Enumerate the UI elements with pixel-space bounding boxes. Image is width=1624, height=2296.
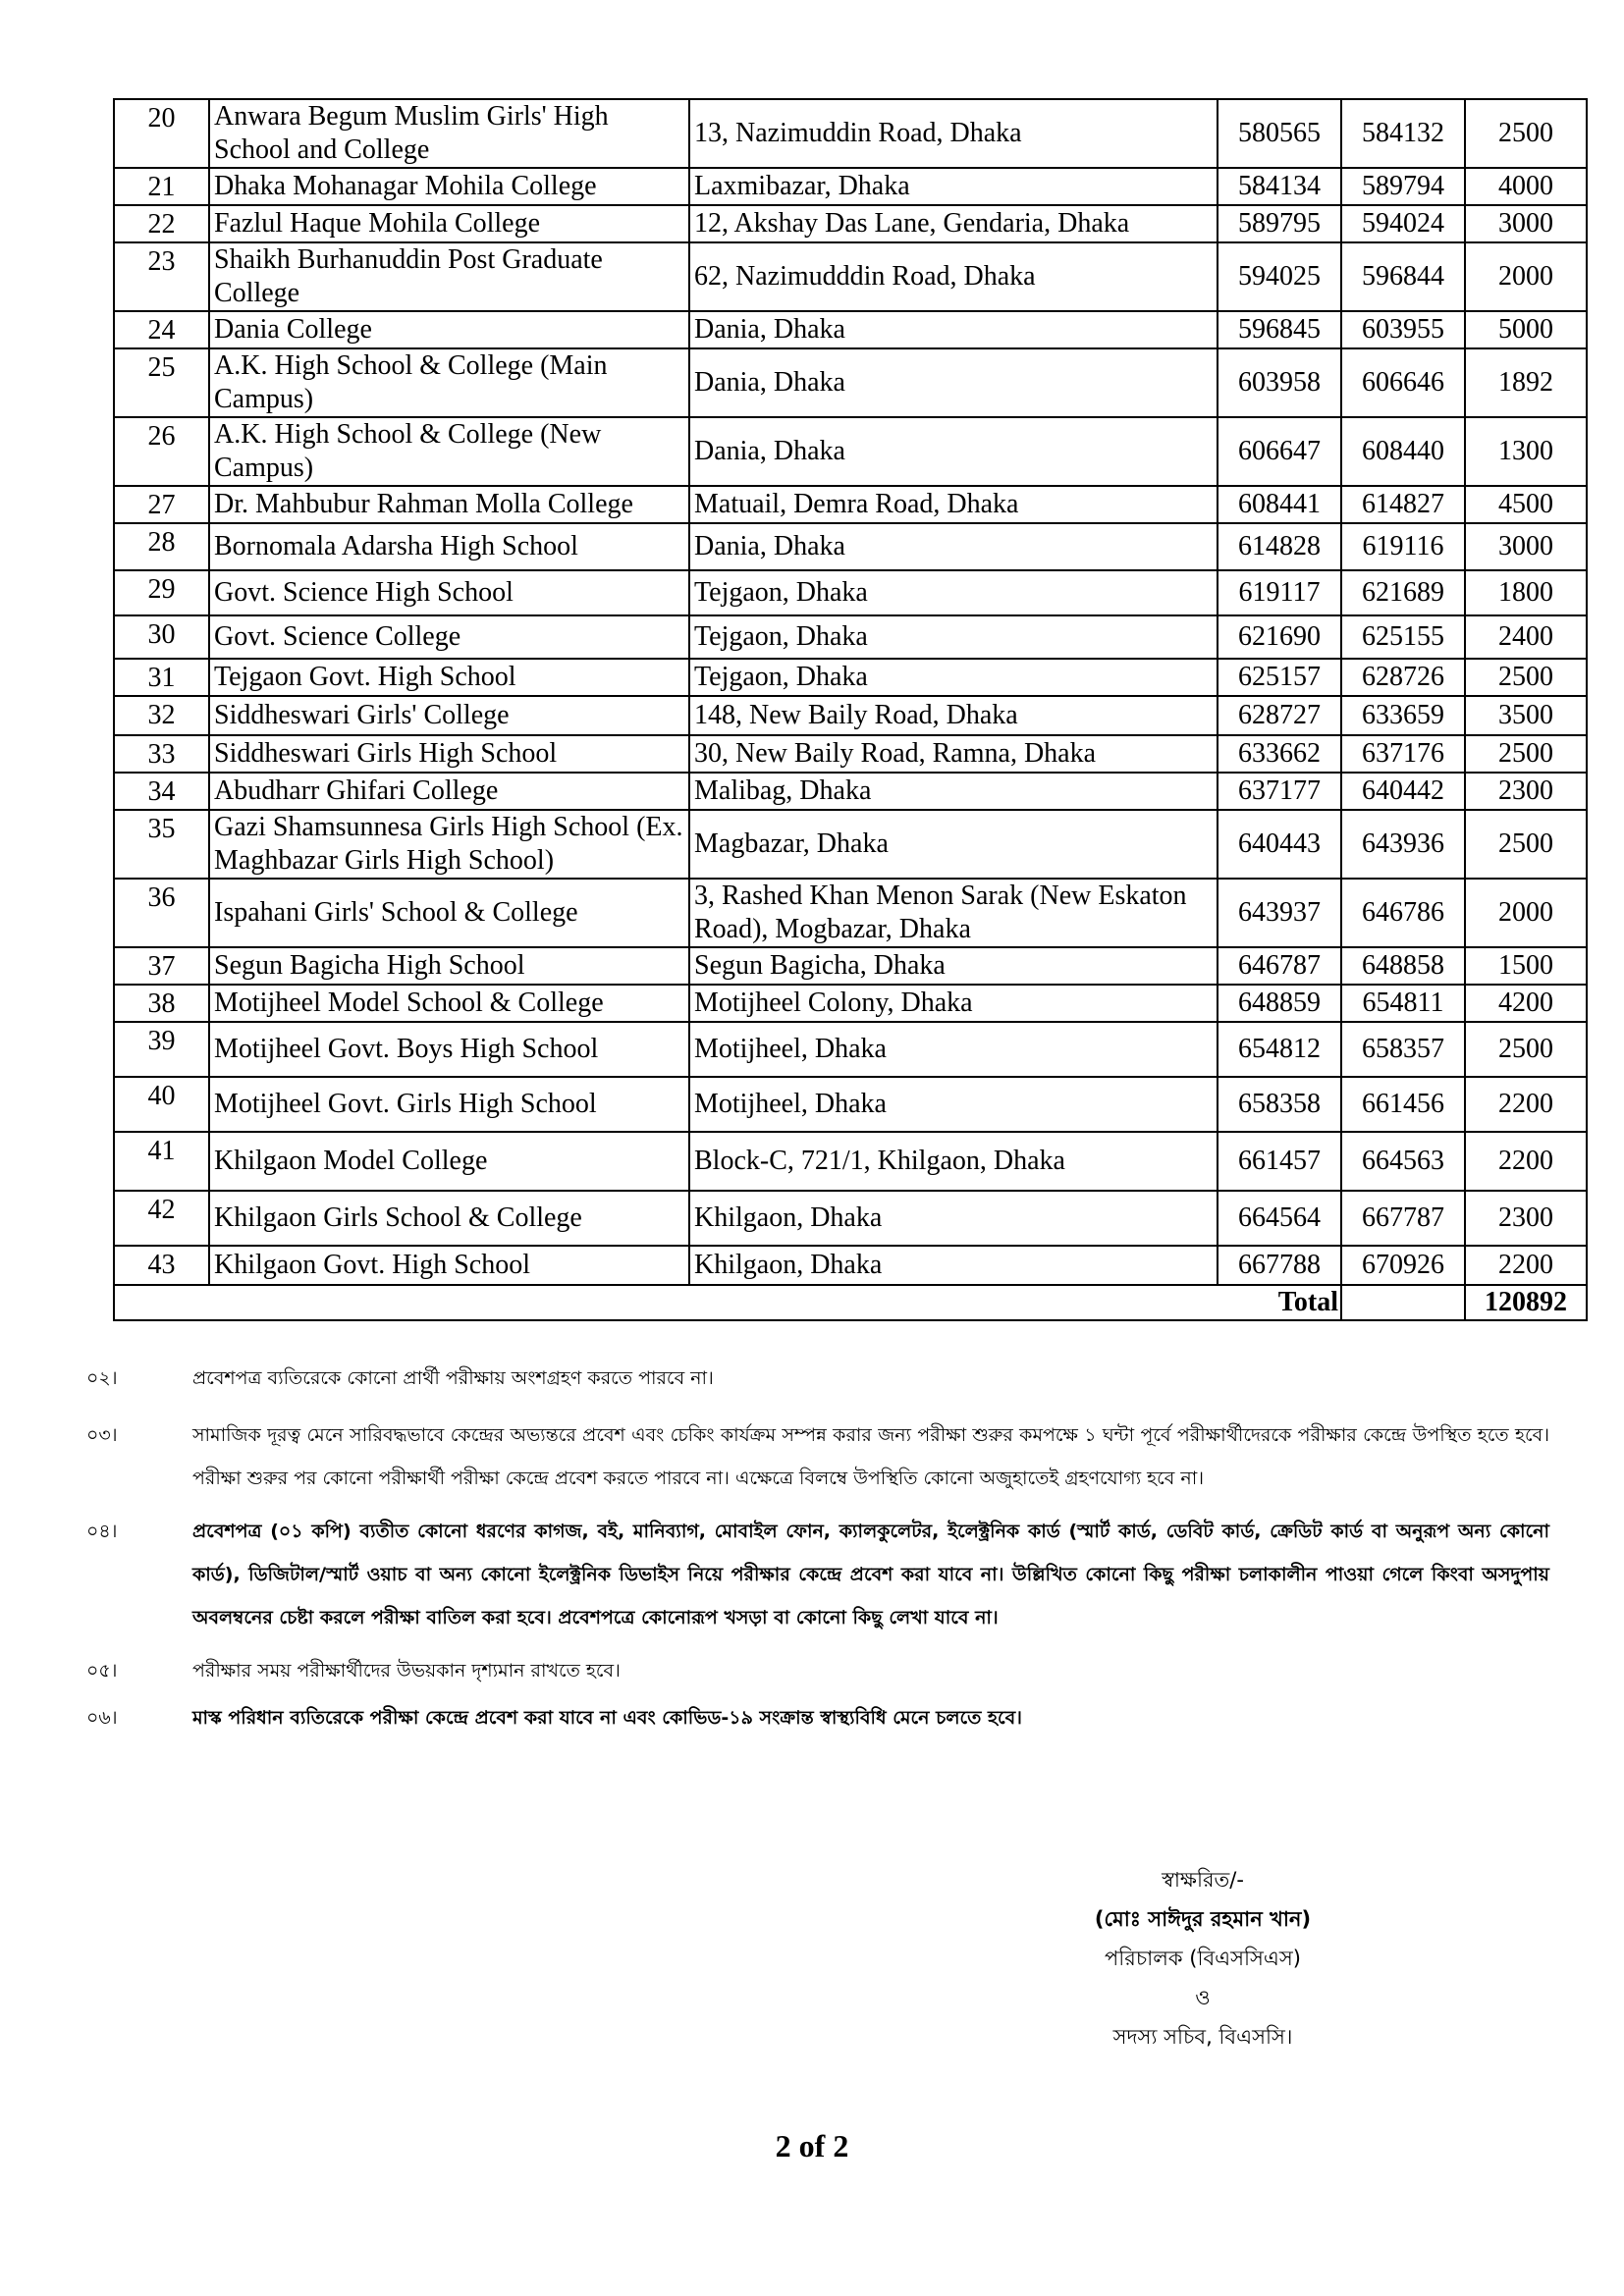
serial-cell: 21 <box>114 168 209 205</box>
total-empty-cell <box>1341 1285 1465 1320</box>
designation-member-secretary: সদস্য সচিব, বিএসসি। <box>1112 2025 1293 2049</box>
instruction-number: ০৩। <box>86 1424 118 1446</box>
center-name-cell: Motijheel Govt. Boys High School <box>209 1022 689 1077</box>
center-name-cell: Govt. Science College <box>209 615 689 659</box>
candidate-total-cell: 2500 <box>1465 810 1587 879</box>
center-name-cell: Ispahani Girls' School & College <box>209 879 689 947</box>
roll-from-cell: 603958 <box>1218 348 1341 417</box>
center-address-cell: Khilgaon, Dhaka <box>689 1246 1218 1285</box>
center-address-cell: Dania, Dhaka <box>689 523 1218 570</box>
roll-from-cell: 594025 <box>1218 242 1341 311</box>
table-row <box>114 735 1587 773</box>
grand-total: 120892 <box>1465 1285 1587 1320</box>
candidate-total-cell: 3500 <box>1465 696 1587 735</box>
serial-cell: 22 <box>114 205 209 242</box>
center-name-cell: Govt. Science High School <box>209 570 689 615</box>
instruction-text: মাস্ক পরিধান ব্যতিরেকে পরীক্ষা কেন্দ্রে প্রবেশ করা যাবে না এবং কোভিড-১৯ সংক্রান্ত স্বাস্থ্যবিধি মেনে চলতে হবে। <box>192 1707 1022 1729</box>
center-name-cell: Motijheel Govt. Girls High School <box>209 1077 689 1132</box>
center-name-cell: Gazi Shamsunnesa Girls High School (Ex. Maghbazar Girls High School) <box>209 810 689 879</box>
candidate-total-cell: 4200 <box>1465 985 1587 1022</box>
roll-to-cell: 661456 <box>1341 1077 1465 1132</box>
roll-from-cell: 614828 <box>1218 523 1341 570</box>
roll-from-cell: 643937 <box>1218 879 1341 947</box>
roll-from-cell: 621690 <box>1218 615 1341 659</box>
table-row <box>114 773 1587 810</box>
center-name-cell: Anwara Begum Muslim Girls' High School and College <box>209 99 689 168</box>
serial-cell: 28 <box>114 523 209 570</box>
candidate-total-cell: 5000 <box>1465 311 1587 348</box>
roll-to-cell: 654811 <box>1341 985 1465 1022</box>
roll-to-cell: 646786 <box>1341 879 1465 947</box>
roll-to-cell: 614827 <box>1341 486 1465 523</box>
roll-from-cell: 646787 <box>1218 947 1341 985</box>
roll-to-cell: 640442 <box>1341 773 1465 810</box>
center-address-cell: 13, Nazimuddin Road, Dhaka <box>689 99 1218 168</box>
table-row <box>114 242 1587 311</box>
table-row <box>114 168 1587 205</box>
candidate-total-cell: 2200 <box>1465 1246 1587 1285</box>
candidate-total-cell: 2400 <box>1465 615 1587 659</box>
serial-cell: 27 <box>114 486 209 523</box>
table-row <box>114 311 1587 348</box>
candidate-total-cell: 2000 <box>1465 879 1587 947</box>
center-address-cell: 12, Akshay Das Lane, Gendaria, Dhaka <box>689 205 1218 242</box>
serial-cell: 32 <box>114 696 209 735</box>
instruction-number: ০৫। <box>86 1660 118 1682</box>
total-label: Total <box>114 1285 1341 1320</box>
roll-from-cell: 619117 <box>1218 570 1341 615</box>
table-row <box>114 879 1587 947</box>
center-address-cell: 30, New Baily Road, Ramna, Dhaka <box>689 735 1218 773</box>
serial-cell: 30 <box>114 615 209 659</box>
candidate-total-cell: 1892 <box>1465 348 1587 417</box>
instructions-list <box>86 1357 1549 1739</box>
candidate-total-cell: 2500 <box>1465 735 1587 773</box>
center-address-cell: Dania, Dhaka <box>689 417 1218 486</box>
center-address-cell: Tejgaon, Dhaka <box>689 570 1218 615</box>
serial-cell: 36 <box>114 879 209 947</box>
signed-text: স্বাক্ষরিত/- <box>1162 1868 1244 1892</box>
table-row <box>114 985 1587 1022</box>
roll-from-cell: 584134 <box>1218 168 1341 205</box>
center-name-cell: Bornomala Adarsha High School <box>209 523 689 570</box>
candidate-total-cell: 2200 <box>1465 1077 1587 1132</box>
roll-to-cell: 608440 <box>1341 417 1465 486</box>
table-row <box>114 696 1587 735</box>
roll-from-cell: 661457 <box>1218 1132 1341 1191</box>
candidate-total-cell: 3000 <box>1465 205 1587 242</box>
table-row <box>114 1077 1587 1132</box>
center-address-cell: Motijheel Colony, Dhaka <box>689 985 1218 1022</box>
center-address-cell: Segun Bagicha, Dhaka <box>689 947 1218 985</box>
table-row <box>114 570 1587 615</box>
roll-to-cell: 589794 <box>1341 168 1465 205</box>
center-name-cell: Abudharr Ghifari College <box>209 773 689 810</box>
conjunction-text: ও <box>1195 1986 1211 2009</box>
center-name-cell: Segun Bagicha High School <box>209 947 689 985</box>
table-row <box>114 486 1587 523</box>
table-row <box>114 615 1587 659</box>
candidate-total-cell: 1300 <box>1465 417 1587 486</box>
serial-cell: 38 <box>114 985 209 1022</box>
candidate-total-cell: 2000 <box>1465 242 1587 311</box>
roll-from-cell: 664564 <box>1218 1191 1341 1246</box>
roll-to-cell: 633659 <box>1341 696 1465 735</box>
exam-centers-table <box>113 98 1588 1321</box>
roll-to-cell: 658357 <box>1341 1022 1465 1077</box>
candidate-total-cell: 4000 <box>1465 168 1587 205</box>
serial-cell: 33 <box>114 735 209 773</box>
roll-to-cell: 625155 <box>1341 615 1465 659</box>
roll-to-cell: 619116 <box>1341 523 1465 570</box>
roll-to-cell: 643936 <box>1341 810 1465 879</box>
roll-to-cell: 664563 <box>1341 1132 1465 1191</box>
roll-to-cell: 603955 <box>1341 311 1465 348</box>
serial-cell: 34 <box>114 773 209 810</box>
roll-from-cell: 654812 <box>1218 1022 1341 1077</box>
center-address-cell: Motijheel, Dhaka <box>689 1022 1218 1077</box>
designation-director: পরিচালক (বিএসসিএস) <box>1105 1947 1301 1970</box>
center-address-cell: Malibag, Dhaka <box>689 773 1218 810</box>
roll-from-cell: 625157 <box>1218 659 1341 696</box>
serial-cell: 37 <box>114 947 209 985</box>
roll-from-cell: 606647 <box>1218 417 1341 486</box>
center-name-cell: Siddheswari Girls High School <box>209 735 689 773</box>
center-address-cell: Laxmibazar, Dhaka <box>689 168 1218 205</box>
table-row <box>114 947 1587 985</box>
center-name-cell: A.K. High School & College (Main Campus) <box>209 348 689 417</box>
instruction-text: প্রবেশপত্র (০১ কপি) ব্যতীত কোনো ধরণের কাগজ, বই, মানিব্যাগ, মোবাইল ফোন, ক্যালকুলেটর, ইলেক্ট্রনিক কার্ড (স্মার্ট কার্ড, ডেবিট কার্ড, ক্রেডিট কার্ড বা অনুরূপ অন্য কোনো কার্ড), ডিজিটাল/স্মার্ট ওয়াচ বা অন্য কোনো ইলেক্ট্রনিক ডিভাইস নিয়ে পরীক্ষার কেন্দ্রে প্রবেশ করা যাবে না। উল্লিখিত কোনো কিছু পরীক্ষা চলাকালীন পাওয়া গেলে কিংবা অসদুপায় অবলম্বনের চেষ্টা করলে পরীক্ষা বাতিল করা হবে। প্রবেশপত্রে কোনোরূপ খসড়া বা কোনো কিছু লেখা যাবে না। <box>192 1521 1549 1629</box>
roll-to-cell: 594024 <box>1341 205 1465 242</box>
roll-from-cell: 637177 <box>1218 773 1341 810</box>
candidate-total-cell: 2500 <box>1465 1022 1587 1077</box>
roll-from-cell: 628727 <box>1218 696 1341 735</box>
center-address-cell: Block-C, 721/1, Khilgaon, Dhaka <box>689 1132 1218 1191</box>
instruction-number: ০২। <box>86 1367 118 1389</box>
serial-cell: 35 <box>114 810 209 879</box>
center-address-cell: Motijheel, Dhaka <box>689 1077 1218 1132</box>
table-row <box>114 348 1587 417</box>
table-row <box>114 1191 1587 1246</box>
candidate-total-cell: 4500 <box>1465 486 1587 523</box>
center-name-cell: A.K. High School & College (New Campus) <box>209 417 689 486</box>
instruction-text: প্রবেশপত্র ব্যতিরেকে কোনো প্রার্থী পরীক্ষায় অংশগ্রহণ করতে পারবে না। <box>192 1367 714 1389</box>
instruction-item <box>86 1649 1549 1692</box>
center-name-cell: Shaikh Burhanuddin Post Graduate College <box>209 242 689 311</box>
serial-cell: 43 <box>114 1246 209 1285</box>
serial-cell: 26 <box>114 417 209 486</box>
center-address-cell: Matuail, Demra Road, Dhaka <box>689 486 1218 523</box>
total-row <box>114 1285 1587 1320</box>
center-address-cell: 62, Nazimudddin Road, Dhaka <box>689 242 1218 311</box>
table-row <box>114 523 1587 570</box>
candidate-total-cell: 2200 <box>1465 1132 1587 1191</box>
center-address-cell: Tejgaon, Dhaka <box>689 615 1218 659</box>
roll-to-cell: 637176 <box>1341 735 1465 773</box>
center-name-cell: Khilgaon Model College <box>209 1132 689 1191</box>
table-row <box>114 1022 1587 1077</box>
serial-cell: 29 <box>114 570 209 615</box>
instruction-text: সামাজিক দূরত্ব মেনে সারিবদ্ধভাবে কেন্দ্রের অভ্যন্তরে প্রবেশ এবং চেকিং কার্যক্রম সম্পন্ন করার জন্য পরীক্ষা শুরুর কমপক্ষে ১ ঘন্টা পূর্বে পরীক্ষার্থীদেরকে পরীক্ষার কেন্দ্রে উপস্থিত হতে হবে। পরীক্ষা শুরুর পর কোনো পরীক্ষার্থী পরীক্ষা কেন্দ্রে প্রবেশ করতে পারবে না। এক্ষেত্রে বিলম্বে উপস্থিতি কোনো অজুহাতেই গ্রহণযোগ্য হবে না। <box>192 1424 1549 1489</box>
roll-from-cell: 667788 <box>1218 1246 1341 1285</box>
instruction-number: ০৪। <box>86 1521 118 1542</box>
center-address-cell: Khilgaon, Dhaka <box>689 1191 1218 1246</box>
instruction-item <box>86 1510 1549 1639</box>
center-name-cell: Dr. Mahbubur Rahman Molla College <box>209 486 689 523</box>
serial-cell: 24 <box>114 311 209 348</box>
center-name-cell: Siddheswari Girls' College <box>209 696 689 735</box>
roll-from-cell: 608441 <box>1218 486 1341 523</box>
roll-to-cell: 621689 <box>1341 570 1465 615</box>
instruction-item <box>86 1357 1549 1400</box>
center-name-cell: Fazlul Haque Mohila College <box>209 205 689 242</box>
roll-from-cell: 658358 <box>1218 1077 1341 1132</box>
center-address-cell: Dania, Dhaka <box>689 311 1218 348</box>
serial-cell: 41 <box>114 1132 209 1191</box>
table-row <box>114 417 1587 486</box>
table-row <box>114 1246 1587 1285</box>
instruction-text: পরীক্ষার সময় পরীক্ষার্থীদের উভয়কান দৃশ্যমান রাখতে হবে। <box>192 1660 621 1682</box>
table-row <box>114 99 1587 168</box>
center-name-cell: Tejgaon Govt. High School <box>209 659 689 696</box>
roll-from-cell: 648859 <box>1218 985 1341 1022</box>
serial-cell: 42 <box>114 1191 209 1246</box>
roll-to-cell: 667787 <box>1341 1191 1465 1246</box>
center-name-cell: Dania College <box>209 311 689 348</box>
signature-block <box>1021 1860 1384 2056</box>
center-address-cell: 148, New Baily Road, Dhaka <box>689 696 1218 735</box>
candidate-total-cell: 2300 <box>1465 773 1587 810</box>
table-row <box>114 1132 1587 1191</box>
instruction-item <box>86 1414 1549 1500</box>
candidate-total-cell: 3000 <box>1465 523 1587 570</box>
roll-from-cell: 633662 <box>1218 735 1341 773</box>
roll-from-cell: 596845 <box>1218 311 1341 348</box>
roll-from-cell: 640443 <box>1218 810 1341 879</box>
serial-cell: 25 <box>114 348 209 417</box>
serial-cell: 23 <box>114 242 209 311</box>
roll-to-cell: 606646 <box>1341 348 1465 417</box>
center-name-cell: Motijheel Model School & College <box>209 985 689 1022</box>
roll-to-cell: 584132 <box>1341 99 1465 168</box>
serial-cell: 31 <box>114 659 209 696</box>
roll-to-cell: 670926 <box>1341 1246 1465 1285</box>
page-number: 2 of 2 <box>775 2128 849 2163</box>
serial-cell: 40 <box>114 1077 209 1132</box>
candidate-total-cell: 1800 <box>1465 570 1587 615</box>
roll-from-cell: 589795 <box>1218 205 1341 242</box>
center-name-cell: Dhaka Mohanagar Mohila College <box>209 168 689 205</box>
serial-cell: 39 <box>114 1022 209 1077</box>
roll-to-cell: 648858 <box>1341 947 1465 985</box>
candidate-total-cell: 2300 <box>1465 1191 1587 1246</box>
candidate-total-cell: 2500 <box>1465 99 1587 168</box>
signatory-name: (মোঃ সাঈদুর রহমান খান) <box>1094 1907 1312 1931</box>
center-address-cell: 3, Rashed Khan Menon Sarak (New Eskaton Road), Mogbazar, Dhaka <box>689 879 1218 947</box>
serial-cell: 20 <box>114 99 209 168</box>
center-name-cell: Khilgaon Govt. High School <box>209 1246 689 1285</box>
instruction-item <box>86 1696 1549 1739</box>
table-row <box>114 659 1587 696</box>
roll-to-cell: 596844 <box>1341 242 1465 311</box>
table-row <box>114 205 1587 242</box>
instruction-number: ০৬। <box>86 1707 118 1729</box>
table-row <box>114 810 1587 879</box>
center-address-cell: Magbazar, Dhaka <box>689 810 1218 879</box>
roll-from-cell: 580565 <box>1218 99 1341 168</box>
candidate-total-cell: 1500 <box>1465 947 1587 985</box>
center-name-cell: Khilgaon Girls School & College <box>209 1191 689 1246</box>
candidate-total-cell: 2500 <box>1465 659 1587 696</box>
roll-to-cell: 628726 <box>1341 659 1465 696</box>
center-address-cell: Tejgaon, Dhaka <box>689 659 1218 696</box>
center-address-cell: Dania, Dhaka <box>689 348 1218 417</box>
